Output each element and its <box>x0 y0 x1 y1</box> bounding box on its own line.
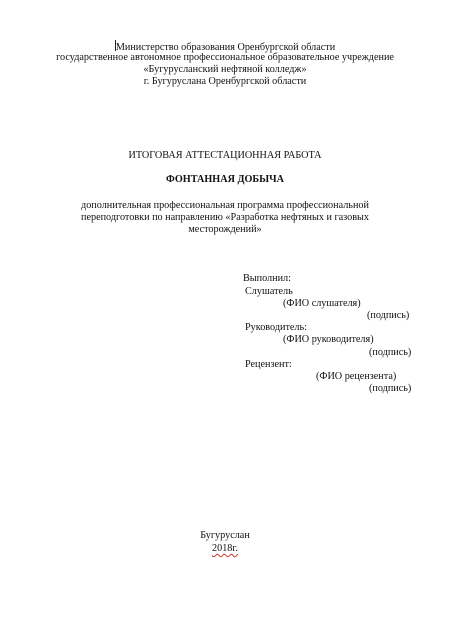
supervisor-signature-placeholder: (подпись) <box>369 347 412 358</box>
program-line-2: переподготовки по направлению «Разработка нефтяных и газовых <box>81 212 369 223</box>
footer-year-line <box>0 543 450 555</box>
reviewer-label: Рецензент: <box>245 359 292 370</box>
student-signature-placeholder: (подпись) <box>367 310 410 321</box>
supervisor-label: Руководитель: <box>245 322 307 333</box>
reviewer-signature-placeholder: (подпись) <box>369 383 412 394</box>
work-type-title: ИТОГОВАЯ АТТЕСТАЦИОННАЯ РАБОТА <box>128 150 322 161</box>
header-college-name: «Бугурусланский нефтяной колледж» <box>143 64 307 75</box>
supervisor-name-placeholder: (ФИО руководителя) <box>283 334 374 345</box>
topic-title: ФОНТАННАЯ ДОБЫЧА <box>166 174 284 185</box>
header-city: г. Бугуруслана Оренбургской области <box>143 76 307 87</box>
student-label: Слушатель <box>245 286 293 297</box>
footer-city: Бугуруслан <box>200 530 250 541</box>
header-institution-type: государственное автономное профессиональное образовательное учреждение <box>56 52 394 63</box>
header-ministry-text: Министерство образования Оренбургской области <box>115 42 336 53</box>
program-line-3: месторождений» <box>188 224 262 235</box>
footer-year: 2018г. <box>212 543 238 554</box>
student-name-placeholder: (ФИО слушателя) <box>283 298 361 309</box>
reviewer-name-placeholder: (ФИО рецензента) <box>316 371 397 382</box>
program-line-1: дополнительная профессиональная программа профессиональной <box>81 200 369 211</box>
performed-label: Выполнил: <box>243 273 291 284</box>
